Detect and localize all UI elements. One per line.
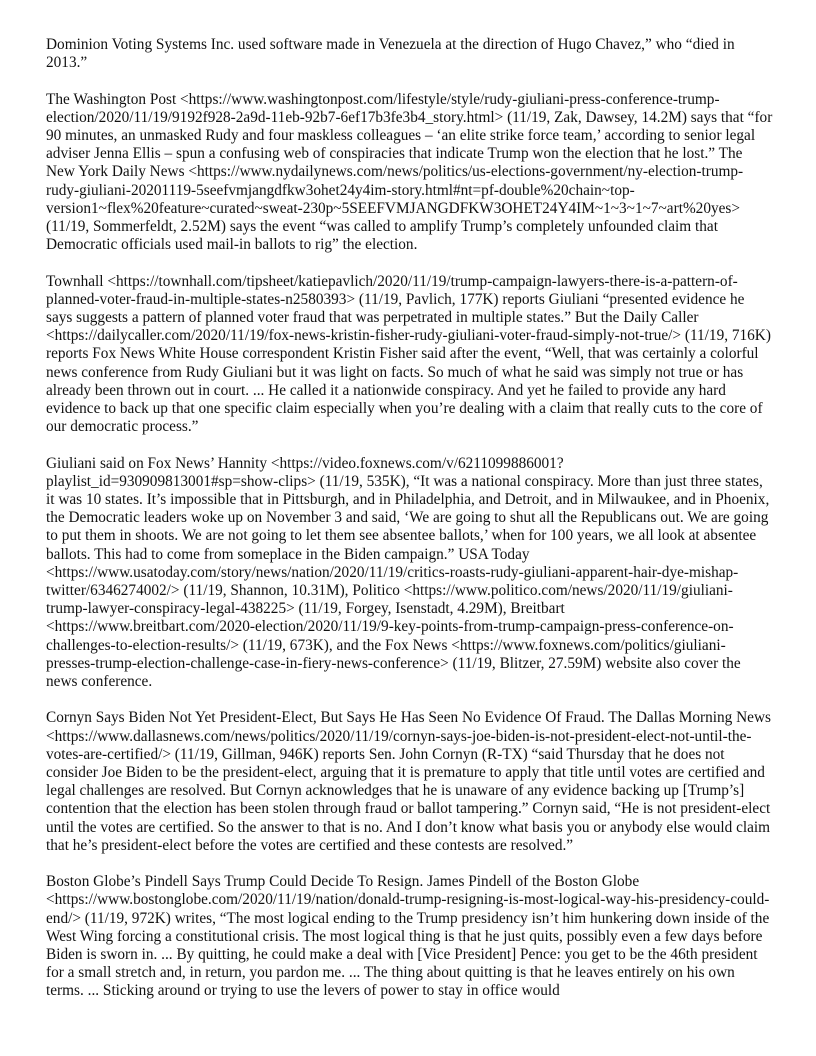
paragraph-giuliani-hannity: Giuliani said on Fox News’ Hannity <https://video.foxnews.com/v/6211099886001?playlist_id=930909813001#sp=show-clips> (11/19, 535K), “It was a national conspiracy. More than just three states, it was 10 states. It’s impossible that in Pittsburgh, and in Philadelphia, and Detroit, and in Milwaukee, and in Phoenix, the Democratic leaders woke up on November 3 and said, ‘We are going to shut all the Republicans out. We are going to put them in shoots. We are not going to let them see absentee ballots,’ when for 100 years, we all look at absentee ballots. This had to come from someplace in the Biden campaign.” USA Today <https://www.usatoday.com/story/news/nation/2020/11/19/critics-roasts-rudy-giuliani-apparent-hair-dye-mishap-twitter/6346274002/> (11/19, Shannon, 10.31M), Politico <https://www.politico.com/news/2020/11/19/giuliani-trump-lawyer-conspiracy-legal-438225> (11/19, Forgey, Isenstadt, 4.29M), Breitbart <https://www.breitbart.com/2020-election/2020/11/19/9-key-points-from-trump-campaign-press-conference-on-challenges-to-election-results/> (11/19, 673K), and the Fox News <https://www.foxnews.com/politics/giuliani-presses-trump-election-challenge-case-in-fiery-news-conference> (11/19, Blitzer, 27.59M) website also cover the news conference. — [46, 454, 770, 691]
document-page — [46, 36, 774, 1001]
paragraph-boston-globe-pindell: Boston Globe’s Pindell Says Trump Could Decide To Resign. James Pindell of the Boston Globe <https://www.bostonglobe.com/2020/11/19/nation/donald-trump-resigning-is-most-logical-way-his-presidency-could-end/> (11/19, 972K) writes, “The most logical ending to the Trump presidency isn’t him hunkering down inside of the West Wing forcing a constitutional crisis. The most logical thing is that he just quits, possibly even a few days before Biden is sworn in. ... By quitting, he could make a deal with [Vice President] Pence: you get to be the 46th president for a small stretch and, in return, you pardon me. ... The thing about quitting is that he leaves entirely on his own terms. ... Sticking around or trying to use the levers of power to stay in office would — [46, 873, 770, 1000]
paragraph-cornyn: Cornyn Says Biden Not Yet President-Elect, But Says He Has Seen No Evidence Of Fraud. The Dallas Morning News <https://www.dallasnews.com/news/politics/2020/11/19/cornyn-says-joe-biden-is-not-president-elect-not-until-the-votes-are-certified/> (11/19, Gillman, 946K) reports Sen. John Cornyn (R-TX) “said Thursday that he does not consider Joe Biden to be the president-elect, arguing that it is premature to apply that title until votes are certified and legal challenges are resolved. But Cornyn acknowledges that he is unaware of any evidence backing up [Trump’s] contention that the election has been stolen through fraud or ballot tampering.” Cornyn said, “He is not president-elect until the votes are certified. So the answer to that is no. And I don’t know what basis you or anybody else would claim that he’s president-elect before the votes are certified and these contests are resolved.” — [46, 709, 771, 854]
paragraph-dominion-software: Dominion Voting Systems Inc. used software made in Venezuela at the direction of Hugo Chavez,” who “died in 2013.” — [46, 36, 735, 72]
paragraph-townhall-daily-caller: Townhall <https://townhall.com/tipsheet/katiepavlich/2020/11/19/trump-campaign-lawyers-there-is-a-pattern-of-planned-voter-fraud-in-multiple-states-n2580393> (11/19, Pavlich, 177K) reports Giuliani “presented evidence he says suggests a pattern of planned voter fraud that was perpetrated in multiple states.” But the Daily Caller <https://dailycaller.com/2020/11/19/fox-news-kristin-fisher-rudy-giuliani-voter-fraud-simply-not-true/> (11/19, 716K) reports Fox News White House correspondent Kristin Fisher said after the event, “Well, that was certainly a colorful news conference from Rudy Giuliani but it was light on facts. So much of what he said was simply not true or has already been thrown out in court. ... He called it a nationwide conspiracy. And yet he failed to provide any hard evidence to back up that one specific claim especially when you’re dealing with a claim that really cuts to the core of our democratic process.” — [46, 272, 771, 436]
paragraph-washington-post-daily-news: The Washington Post <https://www.washingtonpost.com/lifestyle/style/rudy-giuliani-press-conference-trump-election/2020/11/19/9192f928-2a9d-11eb-92b7-6ef17b3fe3b4_story.html> (11/19, Zak, Dawsey, 14.2M) says that “for 90 minutes, an unmasked Rudy and four maskless colleagues – ‘an elite strike force team,’ according to senior legal adviser Jenna Ellis – spun a confusing web of conspiracies that indicate Trump won the election that he lost.” The New York Daily News <https://www.nydailynews.com/news/politics/us-elections-government/ny-election-trump-rudy-giuliani-20201119-5seefvmjangdfkw3ohet24y4im-story.html#nt=pf-double%20chain~top-version1~flex%20feature~curated~sweat-230p~5SEEFVMJANGDFKW3OHET24Y4IM~1~3~1~7~art%20yes> (11/19, Sommerfeldt, 2.52M) says the event “was called to amplify Trump’s completely unfounded claim that Democratic officials used mail-in ballots to rig” the election. — [46, 90, 773, 254]
